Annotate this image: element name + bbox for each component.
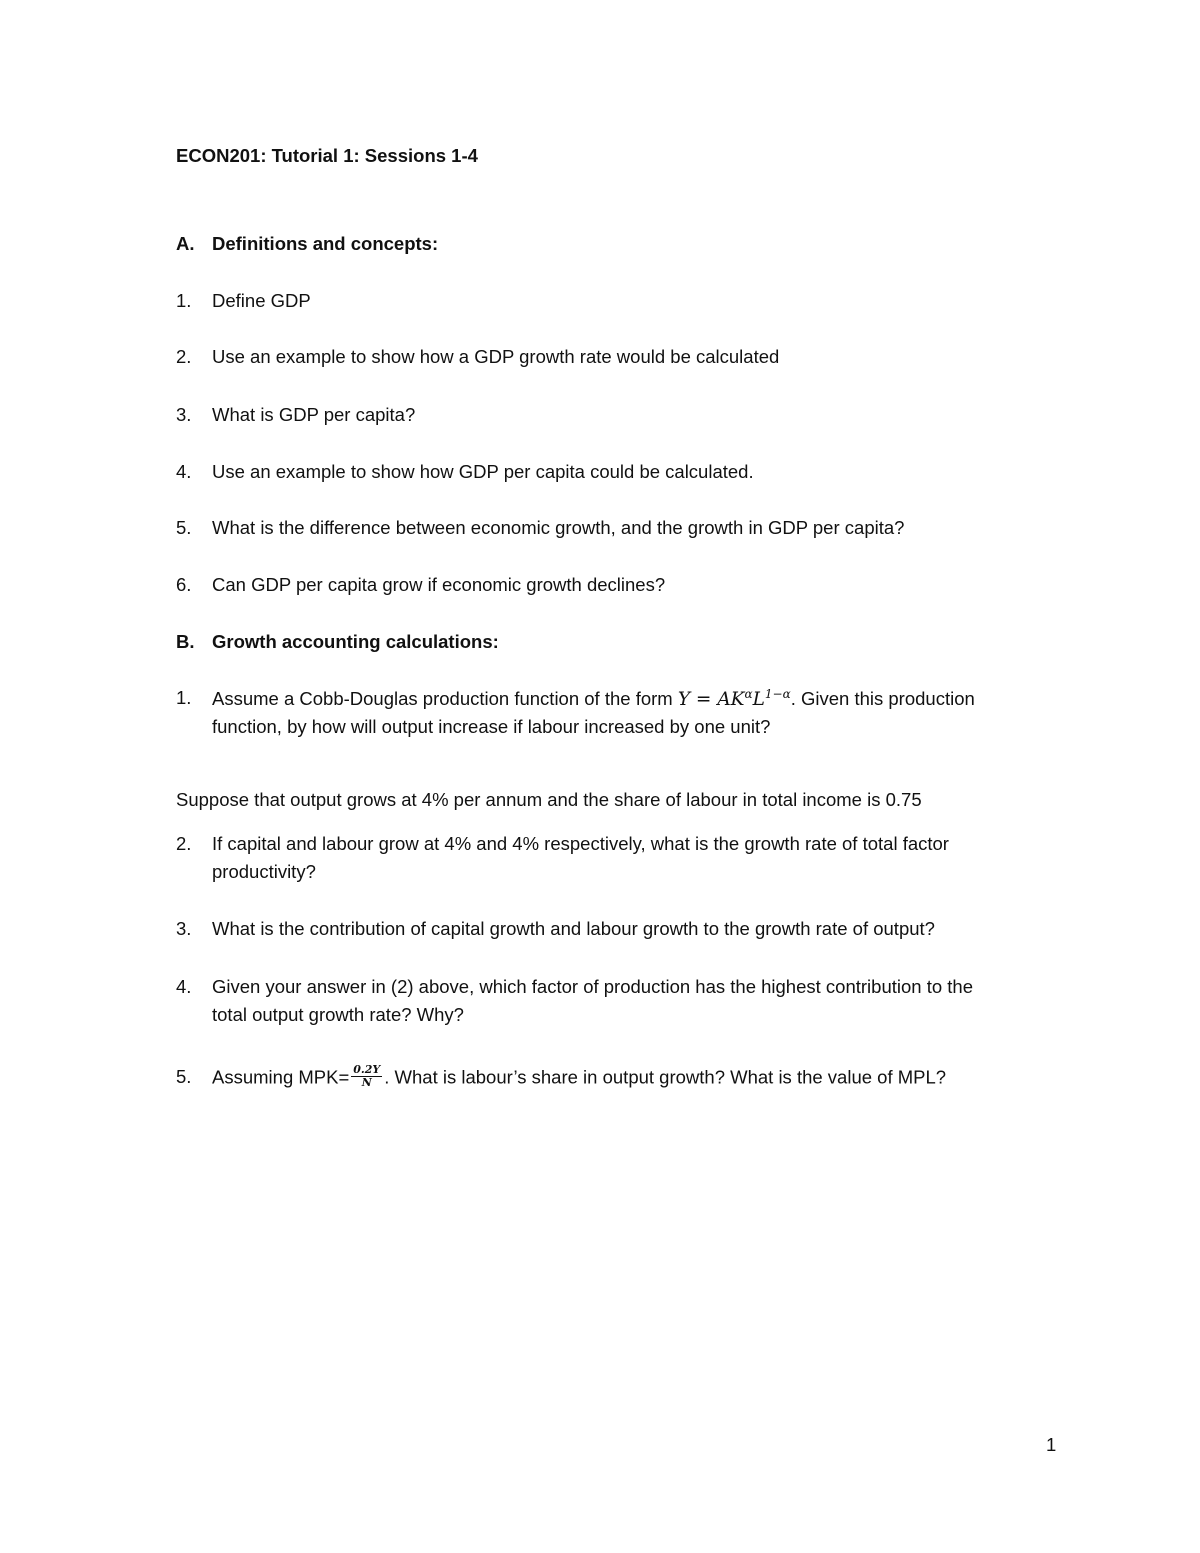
formula-exponent-alpha: α <box>744 687 753 701</box>
fraction-denominator: N <box>361 1076 372 1089</box>
list-item-number: 2. <box>176 346 192 367</box>
question-text: . Given this production <box>790 688 975 710</box>
section-b-heading: Growth accounting calculations: <box>212 631 499 652</box>
list-item-number: 2. <box>176 833 192 854</box>
section-a-heading: Definitions and concepts: <box>212 233 439 254</box>
question-text: What is the contribution of capital growth and labour growth to the growth rate of output? <box>212 918 935 939</box>
list-item: Use an example to show how GDP per capita could be calculated. <box>212 461 754 482</box>
list-item: Define GDP <box>212 290 311 311</box>
list-item-number: 4. <box>176 461 192 482</box>
question-text-line2: total output growth rate? Why? <box>212 1004 464 1025</box>
assumption-text: Suppose that output grows at 4% per annum and the share of labour in total income is 0.75 <box>176 789 922 810</box>
section-b-marker: B. <box>176 631 195 652</box>
list-item-number: 6. <box>176 574 192 595</box>
list-item: Can GDP per capita grow if economic growth declines? <box>212 574 666 595</box>
question-text: Given your answer in (2) above, which factor of production has the highest contribution to the <box>212 976 973 997</box>
question-text-line2: productivity? <box>212 861 316 882</box>
list-item: Use an example to show how a GDP growth rate would be calculated <box>212 346 780 367</box>
list-item-number: 1. <box>176 290 192 311</box>
formula-lhs: Y = AK <box>677 689 745 711</box>
formula-exponent-one-minus-alpha: 1−α <box>764 687 791 701</box>
list-item-number: 3. <box>176 918 192 939</box>
list-item-number: 4. <box>176 976 192 997</box>
list-item-number: 5. <box>176 517 192 538</box>
question-mpk <box>212 1063 947 1091</box>
page-number: 1 <box>1046 1434 1057 1455</box>
mpk-fraction <box>351 1064 382 1089</box>
question-text: . What is labour’s share in output growth? What is the value of MPL? <box>384 1066 947 1088</box>
fraction-numerator: 0.2Y <box>353 1063 381 1076</box>
list-item-number: 5. <box>176 1066 192 1087</box>
question-text: Assuming MPK= <box>212 1066 350 1088</box>
question-text: Assume a Cobb-Douglas production function of the form <box>212 688 673 710</box>
document-title: ECON201: Tutorial 1: Sessions 1-4 <box>176 145 478 166</box>
list-item: What is the difference between economic growth, and the growth in GDP per capita? <box>212 517 905 538</box>
question-cobb-douglas <box>212 687 975 710</box>
list-item-number: 3. <box>176 404 192 425</box>
question-text-line2: function, by how will output increase if labour increased by one unit? <box>212 716 771 737</box>
list-item-number: 1. <box>176 687 192 708</box>
formula-labour: L <box>752 689 765 711</box>
question-text: If capital and labour grow at 4% and 4% respectively, what is the growth rate of total factor <box>212 833 949 854</box>
list-item: What is GDP per capita? <box>212 404 416 425</box>
section-a-marker: A. <box>176 233 195 254</box>
